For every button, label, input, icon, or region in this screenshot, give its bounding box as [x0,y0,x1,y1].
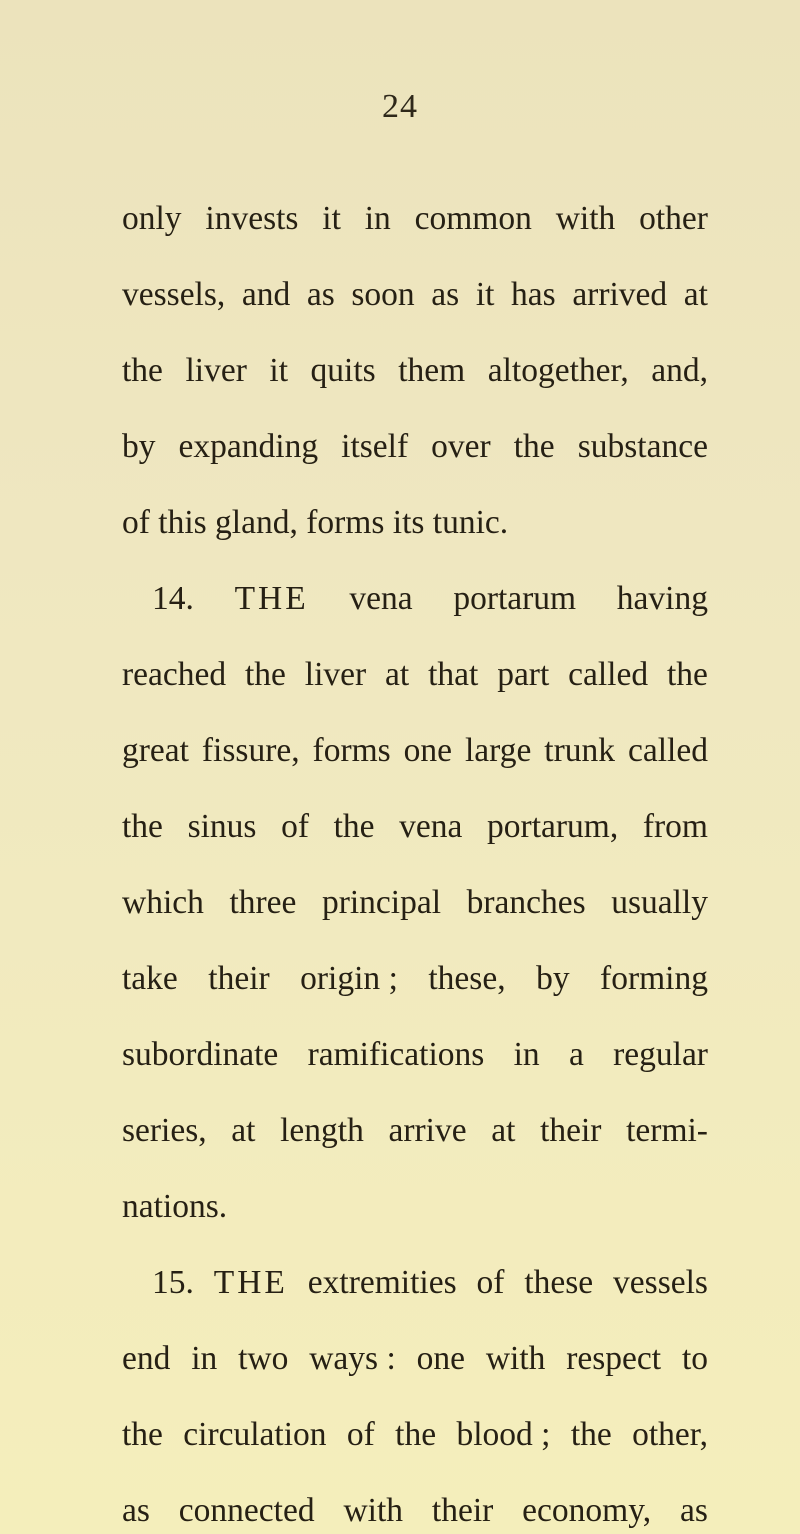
text-line-9: the sinus of the vena portarum, from [122,808,708,845]
text-line-14: nations. [122,1188,228,1225]
text-line-10: which three principal branches usually [122,884,708,921]
text-line-16: end in two ways : one with respect to [122,1340,708,1377]
text-line-8: great fissure, forms one large trunk called [122,732,708,769]
text-line-18: as connected with their economy, as [122,1492,708,1529]
paragraph-14-first-line: 14. THE vena portarum having [152,580,708,617]
text-line-13: series, at length arrive at their termi- [122,1112,708,1149]
paragraph-15-first-line: 15. THE extremities of these vessels [152,1264,708,1301]
text-line-7: reached the liver at that part called the [122,656,708,693]
text-line-5: of this gland, forms its tunic. [122,504,509,541]
text-line-4: by expanding itself over the substance [122,428,708,465]
text-line-3: the liver it quits them altogether, and, [122,352,708,389]
text-line-2: vessels, and as soon as it has arrived at [122,276,708,313]
page-number: 24 [382,88,418,125]
text-line-11: take their origin ; these, by forming [122,960,708,997]
text-line-17: the circulation of the blood ; the other, [122,1416,708,1453]
text-line-12: subordinate ramifications in a regular [122,1036,708,1073]
text-line-1: only invests it in common with other [122,200,708,237]
